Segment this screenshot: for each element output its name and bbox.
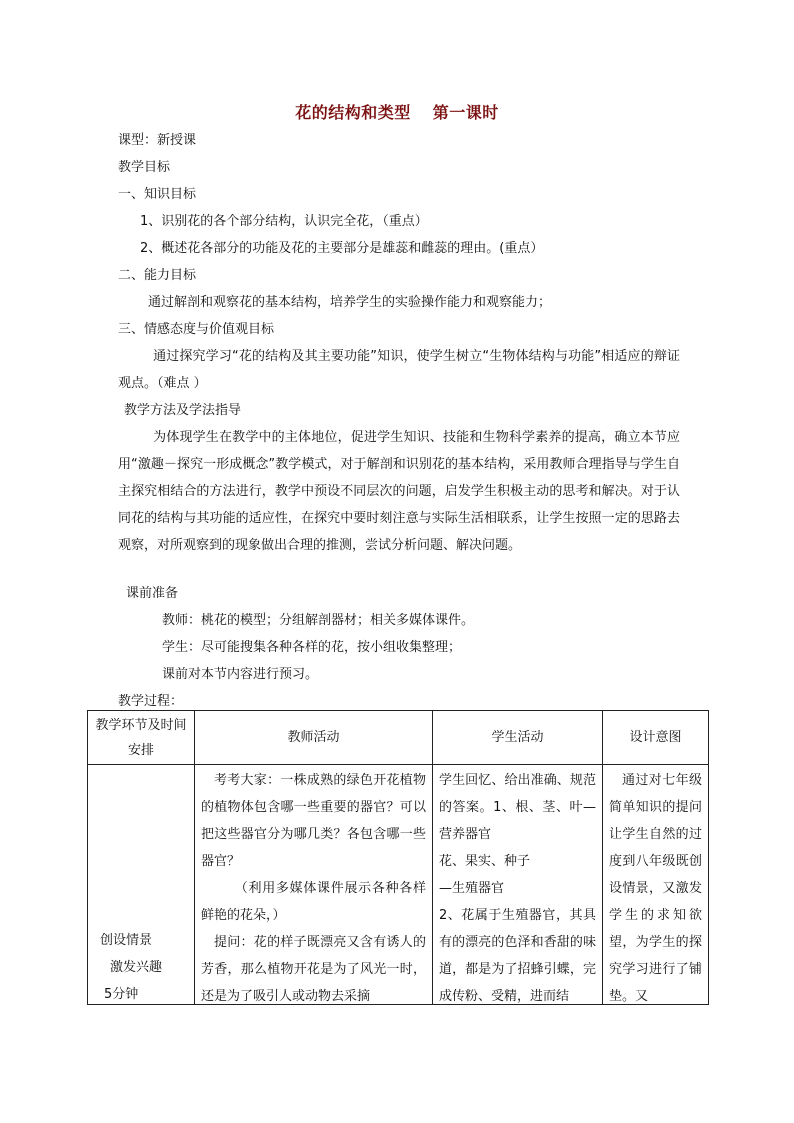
stage-line-1: 创设情景: [100, 933, 153, 948]
process-table: [87, 710, 709, 1005]
ability-heading: 二、能力目标: [118, 268, 197, 283]
course-type: 课型：新授课: [118, 133, 197, 148]
methods-heading: 教学方法及学法指导: [124, 403, 242, 418]
table-header-cell: 学生活动: [433, 711, 603, 765]
methods-text: 为体现学生在教学中的主体地位，促进学生知识、技能和生物科学素养的提高，确立本节应用“激趣－探究一形成概念”教学模式，对于解剖和识别花的基本结构，采用教师合理指导与学生自主探究相结合的方法进行，教学中预设不同层次的问题，启发学生积极主动的思考和解决。对于认同花的结构与其功能的适应性，在探究中要时刻注意与实际生活相联系，让学生按照一定的思路去观察，对所观察到的现象做出合理的推测，尝试分析问题、解决问题。: [118, 430, 680, 553]
table-header-row: [88, 711, 709, 765]
design-intent-cell: [603, 765, 709, 1005]
stage-line-3: 5分钟: [104, 987, 139, 1002]
ability-text: 通过解剖和观察花的基本结构，培养学生的实验操作能力和观察能力；: [148, 295, 552, 310]
design-intent-text: 通过对七年级简单知识的提问让学生自然的过度到八年级既创设情景，又激发学生的求知欲望，为学生的探究学习进行了铺垫。又: [609, 773, 702, 1004]
title-sub: 第一课时: [432, 103, 499, 122]
prep-preview: 课前对本节内容进行预习。: [162, 667, 319, 682]
emotion-heading: 三、情感态度与价值观目标: [118, 322, 275, 337]
objectives-heading: 教学目标: [118, 160, 171, 175]
teacher-activity-p2: （利用多媒体课件展示各种各样鲜艳的花朵，）: [201, 881, 426, 923]
stage-line-2: 激发兴趣: [110, 960, 163, 975]
knowledge-heading: 一、知识目标: [118, 187, 197, 202]
prep-teacher: 教师：桃花的模型；分组解剖器材；相关多媒体课件。: [162, 613, 475, 628]
teacher-activity-p3: 提问：花的样子既漂亮又含有诱人的芳香，那么植物开花是为了风光一时，还是为了吸引人或动物去采摘: [201, 935, 426, 1004]
stage-cell: [88, 765, 195, 1005]
prep-heading: 课前准备: [126, 586, 179, 601]
emotion-text: 通过探究学习“花的结构及其主要功能”知识，使学生树立“生物体结构与功能”相适应的辩证观点。（难点 ）: [118, 349, 680, 391]
student-activity-p2: 花、果实、种子: [439, 854, 531, 869]
table-header-cell: 教学环节及时间安排: [88, 711, 195, 765]
prep-student: 学生：尽可能搜集各种各样的花，按小组收集整理；: [162, 640, 462, 655]
student-activity-cell: [433, 765, 603, 1005]
teacher-activity-p1: 考考大家：一株成熟的绿色开花植物的植物体包含哪一些重要的器官？可以把这些器官分为哪几类？各包含哪一些器官？: [201, 773, 426, 869]
table-row: [88, 765, 709, 1005]
student-activity-p4: 2、花属于生殖器官，其具有的漂亮的色泽和香甜的味道，都是为了招蜂引蝶，完成传粉、受精，进而结: [439, 908, 596, 1004]
process-heading: 教学过程：: [118, 694, 184, 709]
student-activity-p3: —生殖器官: [439, 881, 505, 896]
table-header-cell: 教师活动: [195, 711, 433, 765]
knowledge-item-1: 1、识别花的各个部分结构，认识完全花，（重点）: [140, 214, 428, 229]
student-activity-p1: 学生回忆、给出准确、规范的答案。1、根、茎、叶—营养器官: [439, 773, 596, 842]
title-main: 花的结构和类型: [295, 103, 411, 122]
teacher-activity-cell: [195, 765, 433, 1005]
table-header-cell: 设计意图: [603, 711, 709, 765]
page-title: [0, 100, 794, 123]
knowledge-item-2: 2、概述花各部分的功能及花的主要部分是雄蕊和雌蕊的理由。(重点）: [140, 241, 544, 256]
